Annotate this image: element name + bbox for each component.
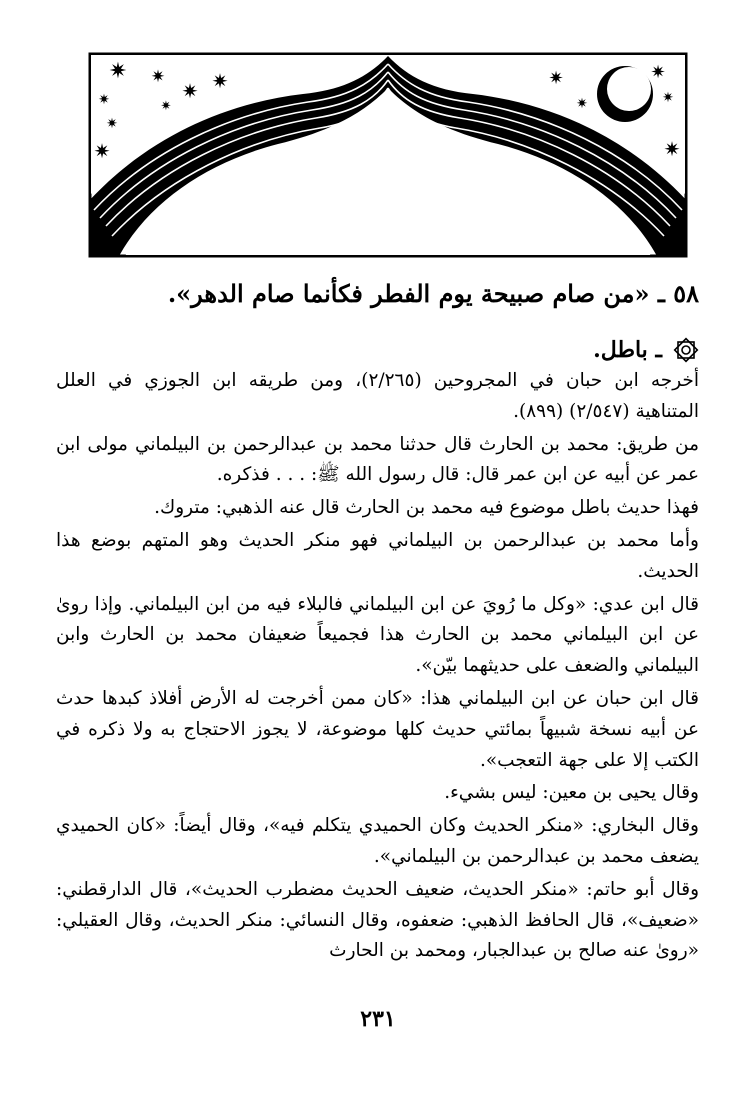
paragraph: وقال البخاري: «منكر الحديث وكان الحميدي يتكلم فيه»، وقال أيضاً: «كان الحميدي يضعف محمد بن عبدالرحمن بن البيلماني». xyxy=(56,815,699,867)
paragraph: فهذا حديث باطل موضوع فيه محمد بن الحارث قال عنه الذهبي: متروك. xyxy=(154,497,699,519)
commentary-body xyxy=(56,366,699,969)
svg-text:✷: ✷ xyxy=(650,62,666,83)
paragraph: وقال يحيى بن معين: ليس بشيء. xyxy=(444,782,699,804)
svg-text:✷: ✷ xyxy=(548,68,564,89)
svg-text:✷: ✷ xyxy=(98,92,110,108)
svg-text:✷: ✷ xyxy=(108,59,128,84)
svg-text:✷: ✷ xyxy=(576,96,588,112)
hadith-heading: ٥٨ ـ «من صام صبيحة يوم الفطر فكأنما صام الدهر». xyxy=(167,279,699,308)
page-number: ٢٣١ xyxy=(360,1006,396,1032)
svg-text:✷: ✷ xyxy=(181,79,199,103)
paragraph: وقال أبو حاتم: «منكر الحديث، ضعيف الحديث مضطرب الحديث»، قال الدارقطني: «ضعيف»، قال الحافظ الذهبي: ضعفوه، وقال النسائي: منكر الحديث، وقال العقيلي: «روىٰ عنه صالح بن عبدالجبار، ومحمد بن الحارث xyxy=(56,878,699,962)
svg-text:✷: ✷ xyxy=(93,139,111,163)
crescent-moon-icon xyxy=(597,66,653,122)
ruling-text: ـ باطل. xyxy=(593,337,662,363)
paragraph: أخرجه ابن حبان في المجروحين (٢/٢٦٥)، ومن طريقه ابن الجوزي في العلل المتناهية (٢/٥٤٧) (٨٩٩). xyxy=(56,370,699,422)
svg-text:✷: ✷ xyxy=(662,90,674,106)
decorative-header-arch xyxy=(88,52,688,258)
paragraph: من طريق: محمد بن الحارث قال حدثنا محمد بن عبدالرحمن بن البيلماني مولى ابن عمر عن أبيه عن ابن عمر قال: قال رسول الله ﷺ: . . . فذكره. xyxy=(56,433,699,486)
svg-text:✷: ✷ xyxy=(211,69,229,93)
svg-text:✷: ✷ xyxy=(106,116,118,132)
paragraph: قال ابن حبان عن ابن البيلماني هذا: «كان ممن أخرجت له الأرض أفلاذ كبدها حدث عن أبيه نسخة شبيهاً بمائتي حديث كلها موضوعة، لا يجوز الاحتجاج به ولا ذكره في الكتب إلا على جهة التعجب». xyxy=(56,687,699,771)
svg-text:✷: ✷ xyxy=(150,67,166,87)
ruling-line xyxy=(59,337,699,369)
paragraph: قال ابن عدي: «وكل ما رُويَ عن ابن البيلماني فالبلاء فيه من ابن البيلماني. وإذا روىٰ عن ابن البيلماني محمد بن الحارث هذا فجميعاً ضعيفان محمد بن الحارث وابن البيلماني والضعف على حديثهما بيّن». xyxy=(56,593,699,677)
svg-text:✷: ✷ xyxy=(160,99,172,114)
paragraph: وأما محمد بن عبدالرحمن بن البيلماني فهو منكر الحديث وهو المتهم بوضع هذا الحديث. xyxy=(56,529,699,582)
svg-text:✷: ✷ xyxy=(663,137,681,161)
octagram-ornament-icon xyxy=(673,337,699,363)
